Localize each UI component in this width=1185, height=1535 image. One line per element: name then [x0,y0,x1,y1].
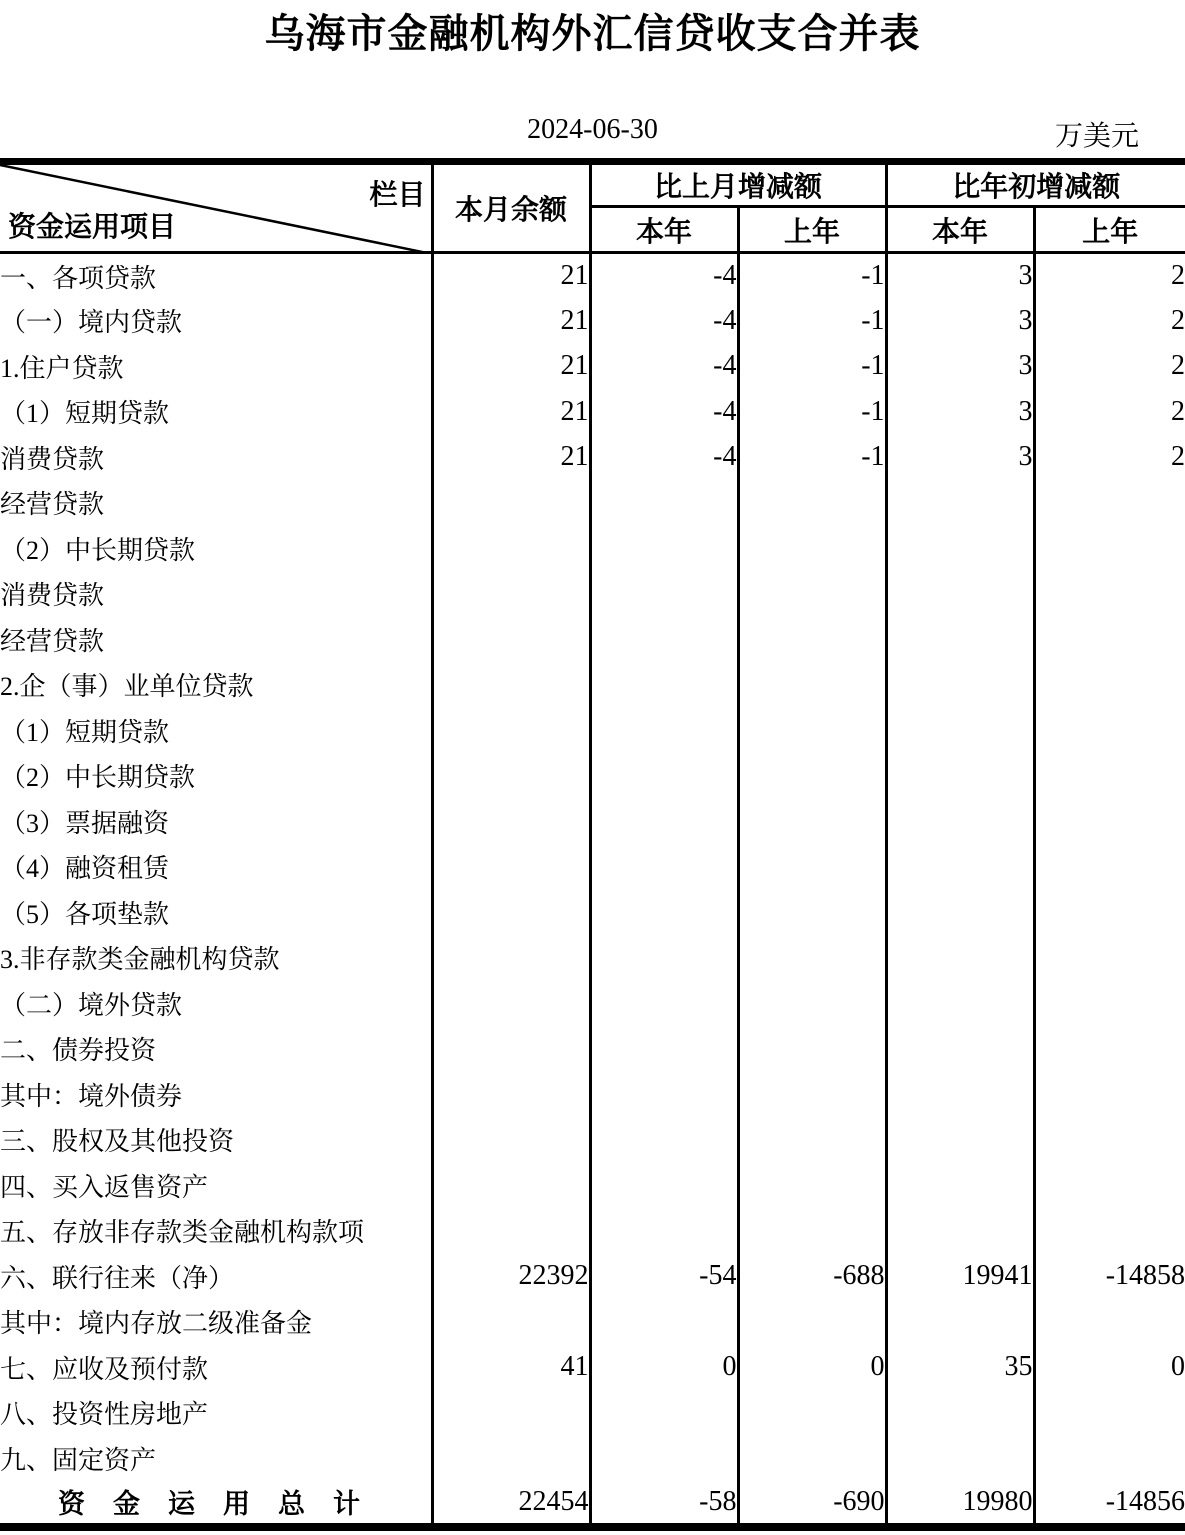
cell-value [1034,662,1185,708]
cell-value [886,981,1034,1027]
cell-value [738,1299,886,1345]
cell-value: 3 [886,389,1034,435]
cell-value: -688 [738,1254,886,1300]
cell-value [590,1072,738,1118]
cell-value [738,708,886,754]
cell-value: -58 [590,1481,738,1527]
cell-value [590,617,738,663]
table-row [0,1345,1185,1391]
cell-value [886,708,1034,754]
row-label: 其中：境内存放二级准备金 [0,1309,313,1339]
cell-value: -1 [738,298,886,344]
cell-value [1034,1436,1185,1482]
cell-value [432,890,590,936]
page-title: 乌海市金融机构外汇信贷收支合并表 [264,11,921,56]
row-label: （1）短期贷款 [0,399,170,429]
cell-value [1034,480,1185,526]
cell-value [432,753,590,799]
table-row [0,253,1185,299]
row-label: （4）融资租赁 [0,854,170,884]
header-vs-last-month: 比上月增减额 [590,162,886,207]
cell-value: -54 [590,1254,738,1300]
row-label: （5）各项垫款 [0,899,170,929]
cell-value: 22454 [432,1481,590,1527]
cell-value [432,799,590,845]
cell-value: 19980 [886,1481,1034,1527]
cell-value [738,1163,886,1209]
cell-value: -1 [738,253,886,299]
cell-value [1034,1117,1185,1163]
cell-value [590,662,738,708]
row-label: （一）境内贷款 [0,308,183,338]
cell-value: 21 [432,344,590,390]
cell-value: -14858 [1034,1254,1185,1300]
cell-value: -1 [738,389,886,435]
row-label: 经营贷款 [0,626,105,656]
cell-value [738,617,886,663]
table-row [0,1072,1185,1118]
cell-value: 21 [432,298,590,344]
subheader-current-year-ytd: 本年 [886,207,1034,253]
cell-value [432,708,590,754]
cell-value [590,890,738,936]
cell-value [590,1208,738,1254]
cell-value [432,480,590,526]
table-row [0,435,1185,481]
cell-value [738,1072,886,1118]
cell-value [1034,708,1185,754]
row-label: （3）票据融资 [0,808,170,838]
table-row [0,344,1185,390]
cell-value [590,1390,738,1436]
cell-value: 19941 [886,1254,1034,1300]
row-label: 三、股权及其他投资 [0,1127,235,1157]
cell-value: 21 [432,435,590,481]
cell-value [432,1299,590,1345]
cell-value [738,981,886,1027]
cell-value [738,571,886,617]
cell-value [886,526,1034,572]
row-label: 3.非存款类金融机构贷款 [0,945,280,975]
cell-value [590,844,738,890]
row-label: 2.企（事）业单位贷款 [0,672,254,702]
cell-value [432,1072,590,1118]
cell-value [738,1117,886,1163]
row-label: （2）中长期贷款 [0,535,196,565]
table-row [0,1117,1185,1163]
table-row [0,1208,1185,1254]
cell-value [590,981,738,1027]
row-label: 九、固定资产 [0,1445,157,1475]
cell-value [1034,617,1185,663]
table-row [0,480,1185,526]
cell-value [1034,935,1185,981]
corner-row-label: 资金运用项目 [8,212,177,243]
cell-value: 3 [886,253,1034,299]
cell-value [886,799,1034,845]
cell-value: 22392 [432,1254,590,1300]
cell-value [1034,799,1185,845]
row-label: 1.住户贷款 [0,353,124,383]
row-label: 消费贷款 [0,581,105,611]
table-row [0,662,1185,708]
cell-value [1034,1299,1185,1345]
cell-value: 3 [886,298,1034,344]
cell-value [1034,526,1185,572]
row-label: （二）境外贷款 [0,990,183,1020]
cell-value: -1 [738,344,886,390]
table-row [0,708,1185,754]
cell-value: 21 [432,253,590,299]
meta-row [0,114,1185,154]
row-label: （1）短期贷款 [0,717,170,747]
row-label: 六、联行往来（净） [0,1263,235,1293]
cell-value [738,1208,886,1254]
row-label: 四、买入返售资产 [0,1172,209,1202]
cell-value [886,890,1034,936]
cell-value [738,890,886,936]
cell-value [432,1208,590,1254]
corner-column-label: 栏目 [369,180,426,211]
cell-value: 0 [1034,1345,1185,1391]
cell-value [590,526,738,572]
cell-value: 2 [1034,389,1185,435]
cell-value: -4 [590,344,738,390]
cell-value [738,753,886,799]
cell-value: -14856 [1034,1481,1185,1527]
table-row [0,753,1185,799]
cell-value [432,526,590,572]
table-row [0,799,1185,845]
cell-value [432,617,590,663]
cell-value [886,1390,1034,1436]
cell-value [1034,890,1185,936]
cell-value [738,1436,886,1482]
cell-value: -4 [590,435,738,481]
cell-value [1034,1072,1185,1118]
row-label: 经营贷款 [0,490,105,520]
table-row [0,1481,1185,1527]
cell-value: 2 [1034,298,1185,344]
row-label: 二、债券投资 [0,1036,157,1066]
cell-value: 35 [886,1345,1034,1391]
cell-value: 0 [590,1345,738,1391]
cell-value: -1 [738,435,886,481]
cell-value [738,526,886,572]
header-vs-year-start: 比年初增减额 [886,162,1185,207]
subheader-current-year-month: 本年 [590,207,738,253]
cell-value: -690 [738,1481,886,1527]
cell-value [590,1163,738,1209]
row-label: 消费贷款 [0,444,105,474]
header-row-1 [0,162,1185,207]
cell-value [886,935,1034,981]
row-label: 七、应收及预付款 [0,1354,209,1384]
cell-value: 21 [432,389,590,435]
cell-value: -4 [590,253,738,299]
table-row [0,526,1185,572]
table-row [0,1163,1185,1209]
cell-value [886,617,1034,663]
table-row [0,617,1185,663]
cell-value [886,1026,1034,1072]
cell-value: 3 [886,344,1034,390]
table-row [0,935,1185,981]
cell-value [432,662,590,708]
cell-value: 2 [1034,344,1185,390]
unit-label: 万美元 [1054,121,1139,152]
row-label: 其中：境外债券 [0,1081,183,1111]
row-label: 一、各项贷款 [0,263,157,293]
cell-value [590,935,738,981]
table-row [0,298,1185,344]
cell-value [1034,1390,1185,1436]
table-row [0,1299,1185,1345]
cell-value [1034,844,1185,890]
cell-value [590,1026,738,1072]
cell-value [1034,1208,1185,1254]
cell-value [738,1026,886,1072]
table-row [0,1026,1185,1072]
row-label: 八、投资性房地产 [0,1400,209,1430]
cell-value [1034,1026,1185,1072]
cell-value [886,1163,1034,1209]
cell-value [738,844,886,890]
cell-value [886,1208,1034,1254]
cell-value [886,1072,1034,1118]
cell-value [590,571,738,617]
cell-value [886,571,1034,617]
cell-value [886,662,1034,708]
report-date: 2024-06-30 [527,114,658,145]
cell-value: 2 [1034,435,1185,481]
cell-value [886,480,1034,526]
cell-value [432,981,590,1027]
cell-value: 2 [1034,253,1185,299]
cell-value [886,1117,1034,1163]
cell-value [432,1163,590,1209]
cell-value [886,753,1034,799]
table-row [0,389,1185,435]
cell-value [738,662,886,708]
table-body [0,253,1185,1527]
cell-value [432,571,590,617]
table-row [0,1436,1185,1482]
corner-cell [0,162,432,253]
cell-value [886,1299,1034,1345]
cell-value [738,480,886,526]
cell-value: -4 [590,389,738,435]
row-label: 资金运用总计 [58,1489,388,1520]
cell-value: 3 [886,435,1034,481]
report-table [0,158,1185,1531]
table-row [0,981,1185,1027]
cell-value [590,1436,738,1482]
row-label: 五、存放非存款类金融机构款项 [0,1218,365,1248]
row-label: （2）中长期贷款 [0,763,196,793]
cell-value [590,799,738,845]
cell-value: 0 [738,1345,886,1391]
cell-value [432,1390,590,1436]
cell-value [886,844,1034,890]
cell-value [1034,571,1185,617]
cell-value: 41 [432,1345,590,1391]
cell-value [886,1436,1034,1482]
cell-value [432,1436,590,1482]
cell-value [432,844,590,890]
header-balance: 本月余额 [432,162,590,253]
cell-value [432,935,590,981]
cell-value [432,1026,590,1072]
subheader-prev-year-month: 上年 [738,207,886,253]
cell-value [432,1117,590,1163]
cell-value [590,708,738,754]
subheader-prev-year-ytd: 上年 [1034,207,1185,253]
cell-value [738,935,886,981]
table-row [0,844,1185,890]
cell-value [1034,981,1185,1027]
cell-value [738,799,886,845]
cell-value [590,1117,738,1163]
cell-value [738,1390,886,1436]
table-row [0,1390,1185,1436]
cell-value [1034,1163,1185,1209]
table-row [0,1254,1185,1300]
table-row [0,571,1185,617]
cell-value [1034,753,1185,799]
table-row [0,890,1185,936]
cell-value [590,1299,738,1345]
cell-value [590,753,738,799]
cell-value: -4 [590,298,738,344]
cell-value [590,480,738,526]
